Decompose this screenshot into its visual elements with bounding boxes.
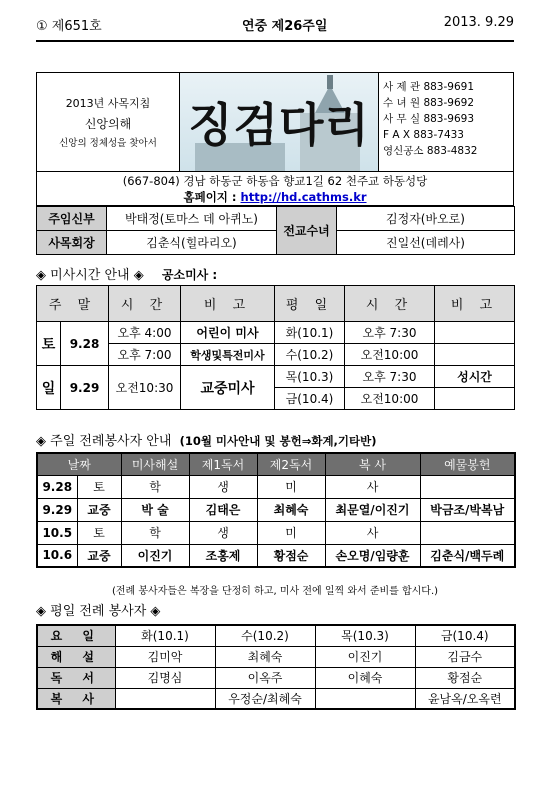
mass-note: 교중미사 (181, 366, 275, 410)
weekday-note (435, 322, 515, 344)
label-commentary: 해 설 (37, 646, 115, 667)
header-reading1: 제1독서 (189, 453, 257, 475)
row-reading1: 생 (189, 521, 257, 544)
guideline-year: 2013년 사목지침 (65, 97, 151, 110)
bulletin-logo (179, 73, 379, 171)
pastor-label: 주임신부 (37, 207, 107, 231)
contact-item: 수 녀 원 883-9692 (383, 97, 474, 109)
altar-server: 윤남옥/오옥련 (415, 688, 515, 709)
sunday-date: 9.29 (61, 366, 109, 410)
header-weekday: 평 일 (275, 286, 345, 322)
weekday-date: 목(10.3) (315, 625, 415, 646)
masthead (36, 72, 514, 172)
label-reading: 독 서 (37, 667, 115, 688)
guideline-subtheme: 신앙의 정체성을 찾아서 (59, 138, 157, 149)
reader-name: 이옥주 (215, 667, 315, 688)
servers-section-title: ◈ 주일 전례봉사자 안내 (36, 434, 172, 449)
weekday-note: 성시간 (435, 366, 515, 388)
council-label: 사목회장 (37, 231, 107, 255)
altar-server (115, 688, 215, 709)
label-altar: 복 사 (37, 688, 115, 709)
weekday-note (435, 388, 515, 410)
guideline-theme: 신앙의해 (84, 117, 132, 131)
reader-name: 황점순 (415, 667, 515, 688)
row-date: 9.28 (37, 475, 77, 498)
table-row (37, 475, 515, 498)
row-offering: 박금조/박복남 (420, 498, 515, 521)
weekday-section-heading: ◈ 평일 전례 봉사자 ◈ (36, 604, 161, 619)
servers-section-heading (36, 430, 377, 449)
mass-time: 오후 4:00 (109, 322, 181, 344)
issue-number: ① 제651호 (36, 19, 102, 34)
saturday-label: 토 (37, 322, 61, 366)
row-commentary: 학 (121, 521, 189, 544)
header-altar: 복 사 (325, 453, 420, 475)
contact-item: 영신공소 883-4832 (383, 145, 478, 157)
commentary-name: 최혜숙 (215, 646, 315, 667)
row-altar: 사 (325, 521, 420, 544)
mass-section-title: ◈ 미사시간 안내 ◈ (36, 268, 144, 283)
row-day: 교중 (77, 544, 121, 567)
row-reading1: 생 (189, 475, 257, 498)
row-reading2: 최혜숙 (257, 498, 325, 521)
mass-note: 학생및특전미사 (181, 344, 275, 366)
header-offering: 예물봉헌 (420, 453, 515, 475)
reader-name: 이혜숙 (315, 667, 415, 688)
parish-info (36, 172, 514, 206)
label-day: 요 일 (37, 625, 115, 646)
header-date: 날짜 (37, 453, 121, 475)
row-reading2: 미 (257, 521, 325, 544)
weekday-time: 오후 7:30 (345, 366, 435, 388)
mass-time: 오후 7:00 (109, 344, 181, 366)
commentary-name: 김미악 (115, 646, 215, 667)
reader-name: 김명심 (115, 667, 215, 688)
pastoral-guideline (37, 73, 179, 171)
sunday-label: 일 (37, 366, 61, 410)
contact-item: 사 제 관 883-9691 (383, 81, 474, 93)
weekday-date: 금(10.4) (415, 625, 515, 646)
header-note: 비 고 (181, 286, 275, 322)
row-date: 9.29 (37, 498, 77, 521)
header-note: 비 고 (435, 286, 515, 322)
table-row (37, 544, 515, 567)
header-reading2: 제2독서 (257, 453, 325, 475)
commentary-name: 이진기 (315, 646, 415, 667)
weekday-note (435, 344, 515, 366)
weekday-date: 목(10.3) (275, 366, 345, 388)
homepage-label: 홈페이지 : (183, 190, 241, 204)
weekday-date: 화(10.1) (275, 322, 345, 344)
weekday-date: 수(10.2) (215, 625, 315, 646)
bulletin-title: 징검다리 (188, 98, 370, 152)
weekday-servers-table (36, 624, 516, 710)
header-time: 시 간 (109, 286, 181, 322)
parish-address: (667-804) 경남 하동군 하동읍 향교1길 62 천주교 하동성당 (122, 174, 428, 188)
altar-server: 우정순/최혜숙 (215, 688, 315, 709)
altar-server (315, 688, 415, 709)
header-weekend: 주 말 (37, 286, 109, 322)
mass-note: 어린이 미사 (181, 322, 275, 344)
weekday-time: 오후 7:30 (345, 322, 435, 344)
table-row (37, 521, 515, 544)
row-reading2: 황점순 (257, 544, 325, 567)
homepage-link[interactable]: http://hd.cathms.kr (240, 190, 367, 204)
saturday-date: 9.28 (61, 322, 109, 366)
pastor-name: 박태정(토마스 데 아퀴노) (107, 207, 277, 231)
weekday-date: 화(10.1) (115, 625, 215, 646)
staff-table (36, 206, 515, 255)
row-offering: 김춘식/백두례 (420, 544, 515, 567)
contact-list (383, 79, 513, 159)
row-reading2: 미 (257, 475, 325, 498)
row-reading1: 조홍제 (189, 544, 257, 567)
weekday-date: 수(10.2) (275, 344, 345, 366)
mass-section-heading (36, 264, 217, 283)
row-offering (420, 475, 515, 498)
row-date: 10.5 (37, 521, 77, 544)
contact-item: 사 무 실 883-9693 (383, 113, 474, 125)
commentary-name: 김금수 (415, 646, 515, 667)
row-day: 토 (77, 521, 121, 544)
council-name: 김춘식(힐라리오) (107, 231, 277, 255)
mission-mass-label: 공소미사 : (161, 268, 218, 282)
header-commentary: 미사해설 (121, 453, 189, 475)
mass-schedule-table (36, 285, 515, 410)
table-row (37, 498, 515, 521)
sunday-servers-table (36, 452, 516, 568)
issue-date: 2013. 9.29 (443, 15, 514, 30)
row-offering (420, 521, 515, 544)
top-rule (36, 40, 514, 42)
nuns-label: 전교수녀 (277, 207, 337, 255)
row-commentary: 박 술 (121, 498, 189, 521)
row-day: 교중 (77, 498, 121, 521)
row-date: 10.6 (37, 544, 77, 567)
contact-item: F A X 883-7433 (383, 129, 464, 141)
homepage-line (37, 189, 513, 205)
row-day: 토 (77, 475, 121, 498)
row-commentary: 이진기 (121, 544, 189, 567)
issue-line (36, 12, 514, 34)
header-time: 시 간 (345, 286, 435, 322)
row-altar: 손오명/임량훈 (325, 544, 420, 567)
issue-week: 연중 제26주일 (242, 19, 328, 34)
mass-time: 오전10:30 (109, 366, 181, 410)
row-altar: 최문열/이진기 (325, 498, 420, 521)
nun-name: 김정자(바오로) (337, 207, 515, 231)
row-altar: 사 (325, 475, 420, 498)
row-reading1: 김태은 (189, 498, 257, 521)
weekday-date: 금(10.4) (275, 388, 345, 410)
servers-section-subtitle: (10월 미사안내 및 봉헌⇒화계,기타반) (179, 434, 377, 448)
row-commentary: 학 (121, 475, 189, 498)
servers-note: (전례 봉사자들은 복장을 단정히 하고, 미사 전에 일찍 와서 준비를 합시다.) (111, 586, 439, 597)
nun-name: 진일선(데레사) (337, 231, 515, 255)
weekday-time: 오전10:00 (345, 388, 435, 410)
weekday-time: 오전10:00 (345, 344, 435, 366)
